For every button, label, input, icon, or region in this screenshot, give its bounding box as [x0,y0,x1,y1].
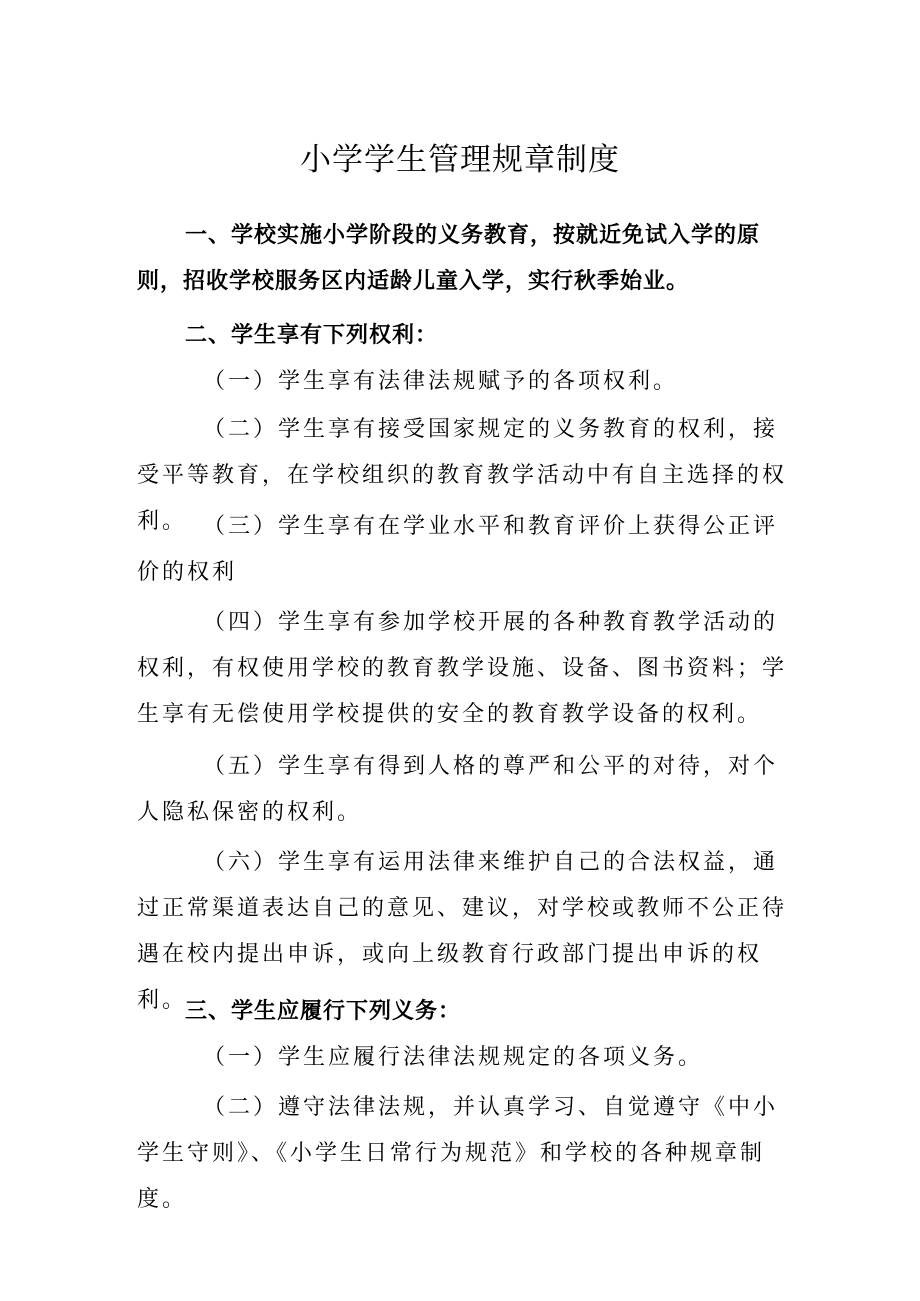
rights-item-1: （一）学生享有法律法规赋予的各项权利。 [203,369,679,394]
paragraph-enrollment: 一、学校实施小学阶段的义务教育，按就近免试入学的原则，招收学校服务区内适龄儿童入学，实行秋季始业。 [137,223,761,294]
rights-item-5: （五）学生享有得到人格的尊严和公平的对待，对个人隐私保密的权利。 [137,754,779,825]
page-title: 小学学生管理规章制度 [300,142,620,178]
heading-student-duties: 三、学生应履行下列义务： [185,999,462,1024]
rights-item-3: （三）学生享有在学业水平和教育评价上获得公正评价的权利 [137,514,779,585]
rights-item-2: （二）学生享有接受国家规定的义务教育的权利，接受平等教育，在学校组织的教育教学活动中有自主选择的权利。 [137,417,788,534]
duties-item-2: （二）遵守法律法规，并认真学习、自觉遵守《中小学生守则》、《小学生日常行为规范》和学校的各种规章制度。 [137,1095,779,1212]
heading-student-rights: 二、学生享有下列权利： [185,323,439,348]
duties-item-1: （一）学生应履行法律法规规定的各项义务。 [203,1045,704,1070]
rights-item-6: （六）学生享有运用法律来维护自己的合法权益，通过正常渠道表达自己的意见、建议，对学校或教师不公正待遇在校内提出申诉，或向上级教育行政部门提出申诉的权利。 [137,850,788,1013]
rights-item-4: （四）学生享有参加学校开展的各种教育教学活动的权利，有权使用学校的教育教学设施、设备、图书资料；学生享有无偿使用学校提供的安全的教育教学设备的权利。 [137,610,788,727]
